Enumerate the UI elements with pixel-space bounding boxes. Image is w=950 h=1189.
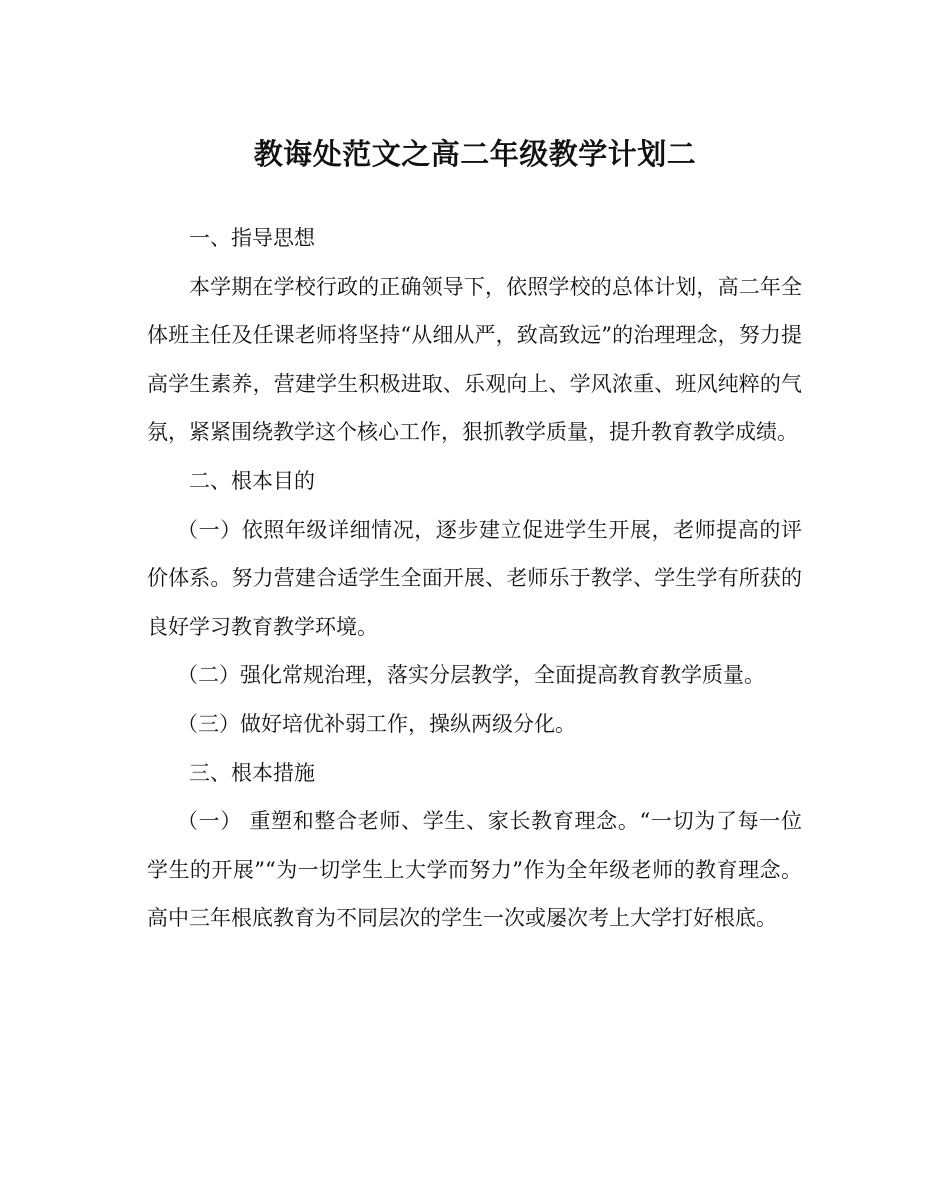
section-heading-basic-measures: 三、根本措施 — [189, 760, 315, 785]
document-body — [147, 214, 802, 943]
section-heading-guiding-ideology: 一、指导思想 — [189, 226, 315, 250]
paragraph-guiding-ideology: 本学期在学校行政的正确领导下，依照学校的总体计划，高二年全体班主任及任课老师将坚持“从细从严，致高致远”的治理理念，努力提高学生素养，营建学生积极进取、乐观向上、学风浓重、班风纯粹的气氛，紧紧围绕教学这个核心工作，狠抓教学质量，提升教育教学成绩。 — [147, 274, 802, 445]
paragraph-goal-1: （一）依照年级详细情况，逐步建立促进学生开展，老师提高的评价体系。努力营建合适学生全面开展、老师乐于教学、学生学有所获的良好学习教育教学环境。 — [147, 517, 802, 639]
paragraph-goal-2: （二）强化常规治理，落实分层教学，全面提高教育教学质量。 — [177, 663, 765, 688]
document-title: 教诲处范文之高二年级教学计划二 — [253, 137, 697, 171]
paragraph-goal-3: （三）做好培优补弱工作，操纵两级分化。 — [177, 711, 576, 736]
section-heading-basic-goals: 二、根本目的 — [189, 468, 315, 493]
paragraph-measure-1: （一） 重塑和整合老师、学生、家长教育理念。“一切为了每一位学生的开展”“为一切学生上大学而努力”作为全年级老师的教育理念。高中三年根底教育为不同层次的学生一次或屡次考上大学打好根底。 — [147, 809, 802, 931]
